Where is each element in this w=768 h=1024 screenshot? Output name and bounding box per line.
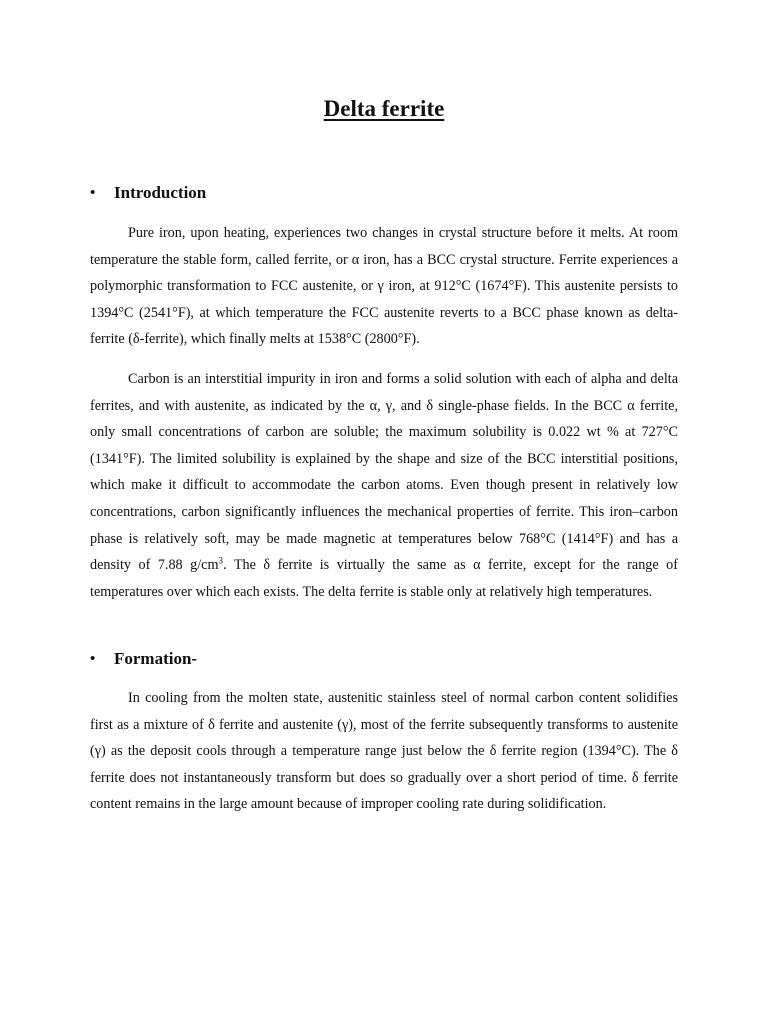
section-heading-introduction: [90, 181, 206, 205]
section-heading-text: Formation-: [114, 649, 198, 668]
paragraph-text: . The δ ferrite is virtually the same as α ferrite, except for the range of temperatures over which each exists. The delta ferrite is stable only at relatively high temperatures.: [90, 557, 679, 600]
bullet-icon: •: [90, 185, 96, 201]
paragraph-introduction-1: Pure iron, upon heating, experiences two changes in crystal structure before it melts. At room temperature the stable form, called ferrite, or α iron, has a BCC crystal structure. Ferrite experiences a polymorphic transformation to FCC austenite, or γ iron, at 912°C (1674°F). This austenite persists to 1394°C (2541°F), at which temperature the FCC austenite reverts to a BCC phase known as delta-ferrite (δ-ferrite), which finally melts at 1538°C (2800°F).: [90, 225, 678, 348]
paragraph-introduction-2: [90, 366, 678, 605]
section-heading-formation: [90, 647, 197, 671]
paragraph-text: Carbon is an interstitial impurity in iron and forms a solid solution with each of alpha and delta ferrites, and with austenite, as indicated by the α, γ, and δ single-phase fields. In the BCC α ferrite, only small concentrations of carbon are soluble; the maximum solubility is 0.022 wt % at 727°C (1341°F). The limited solubility is explained by the shape and size of the BCC interstitial positions, which make it difficult to accommodate the carbon atoms. Even though present in relatively low concentrations, carbon significantly influences the mechanical properties of ferrite. This iron–carbon phase is relatively soft, may be made magnetic at temperatures below 768°C (1414°F) and has a density of 7.88 g/cm: [90, 371, 678, 574]
bullet-icon: •: [90, 651, 96, 667]
document-title: Delta ferrite: [323, 96, 445, 121]
section-heading-text: Introduction: [114, 183, 207, 202]
superscript: 3: [218, 555, 224, 566]
paragraph-formation-1: In cooling from the molten state, austenitic stainless steel of normal carbon content solidifies first as a mixture of δ ferrite and austenite (γ), most of the ferrite subsequently transforms to austenite (γ) as the deposit cools through a temperature range just below the δ ferrite region (1394°C). The δ ferrite does not instantaneously transform but does so gradually over a short period of time. δ ferrite content remains in the large amount because of improper cooling rate during solidification.: [90, 690, 678, 813]
